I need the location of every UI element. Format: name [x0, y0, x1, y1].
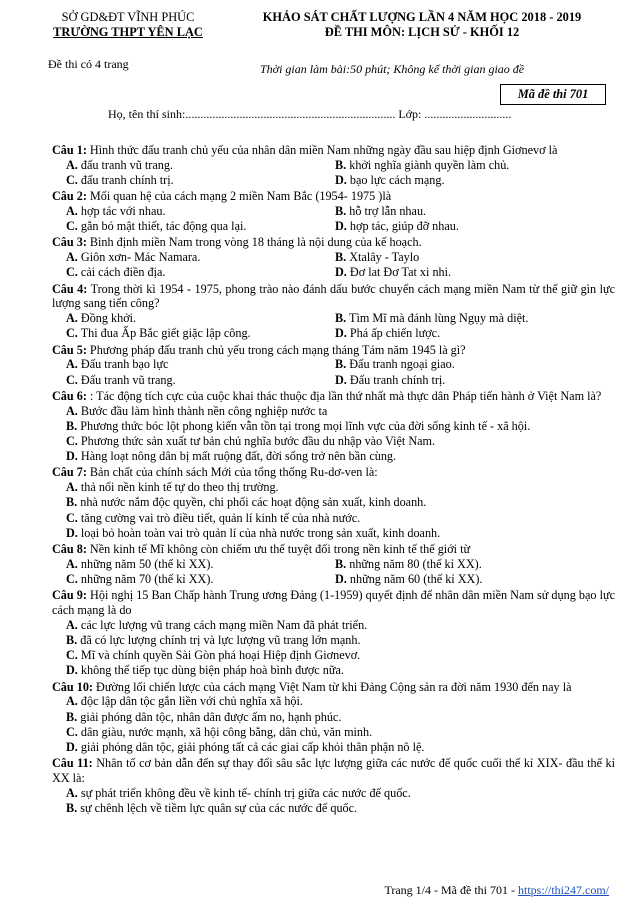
answer-option: [335, 373, 629, 388]
footer-link[interactable]: https://thi247.com/: [517, 883, 609, 897]
answer-option: [335, 311, 629, 326]
option-text: độc lập dân tộc gắn liền với chủ nghĩa xã hội.: [80, 694, 303, 709]
answer-option: [66, 786, 615, 801]
answer-option: [66, 557, 335, 572]
option-text: những năm 50 (thế kỉ XX).: [80, 556, 214, 571]
answer-option: [66, 173, 335, 188]
question: [52, 465, 615, 541]
option-letter: C.: [66, 372, 78, 387]
question-stem: [52, 756, 615, 786]
option-text: không thể tiếp tục dùng biện pháp hoà bình được nữa.: [80, 663, 344, 678]
option-letter: B.: [66, 633, 78, 648]
student-info-line: Họ, tên thí sinh:...................................................................... Lớp: .............................: [108, 107, 512, 121]
option-text: hợp tác với nhau.: [80, 204, 166, 218]
answer-options: [52, 480, 615, 541]
option-letter: A.: [66, 204, 78, 218]
option-text: tăng cường vai trò điều tiết, quản lí kinh tế của nhà nước.: [80, 510, 361, 525]
question-list: [52, 143, 615, 817]
question-number: Câu 1:: [52, 143, 87, 157]
answer-option: [335, 250, 629, 265]
answer-option: [66, 511, 615, 526]
option-text: cải cách điền địa.: [80, 265, 166, 280]
question-text: Nhân tố cơ bản dẫn đến sự thay đổi sâu sắc lực lượng giữa các nước đế quốc cuối thế kỉ XIX- đầu thế kỉ XX là:: [52, 756, 615, 786]
option-letter: A.: [66, 250, 78, 265]
answer-option: [335, 265, 629, 280]
answer-option: [66, 449, 615, 464]
question-text: Trong thời kì 1954 - 1975, phong trào nào đánh dấu bước chuyển cách mạng miền Nam từ thế giữ gìn lực lượng sang tiến công?: [52, 281, 616, 311]
answer-option: [66, 648, 615, 663]
option-text: Tìm Mĩ mà đánh lùng Ngụy mà diệt.: [349, 311, 529, 326]
answer-option: [66, 663, 615, 678]
question: [52, 343, 615, 388]
option-text: Xtalây - Taylo: [349, 250, 420, 265]
option-text: những năm 70 (thế kỉ XX).: [80, 572, 214, 587]
question: [52, 282, 615, 342]
option-text: Đơ lat Đơ Tat xi nhi.: [349, 265, 452, 280]
answer-option: [66, 219, 335, 234]
option-letter: C.: [66, 648, 78, 663]
header-left: [28, 10, 228, 40]
option-letter: B.: [335, 250, 347, 265]
option-letter: B.: [335, 311, 347, 326]
question-number: Câu 5:: [52, 342, 87, 357]
page-count-note: Đề thi có 4 trang: [48, 57, 129, 71]
option-text: Phương thức bóc lột phong kiến vẫn tồn tại trong mọi lĩnh vực của đời sống kinh tế - xã hội.: [80, 418, 531, 433]
answer-options: [52, 311, 615, 341]
question-text: : Tác động tích cực của cuộc khai thác thuộc địa lần thứ nhất mà thực dân Pháp tiến hành ở Việt Nam là?: [89, 388, 602, 403]
question-stem: [52, 282, 615, 312]
option-letter: D.: [66, 525, 78, 540]
option-text: Phá ấp chiến lược.: [349, 326, 441, 341]
answer-option: [335, 572, 629, 587]
answer-option: [66, 480, 615, 495]
option-text: Đấu tranh bạo lực: [80, 357, 169, 372]
answer-option: [66, 633, 615, 648]
option-text: Bước đầu làm hình thành nền công nghiệp nước ta: [80, 403, 328, 418]
question-number: Câu 2:: [52, 189, 87, 204]
option-letter: A.: [66, 480, 78, 495]
footer-text: Trang 1/4 - Mã đề thi 701 -: [384, 883, 518, 897]
answer-option: [66, 495, 615, 510]
option-letter: A.: [66, 617, 78, 632]
header-right: [232, 10, 612, 40]
option-text: Thi đua Ấp Bắc giết giặc lập công.: [80, 326, 251, 341]
option-letter: B.: [335, 204, 347, 218]
question-stem: [52, 143, 615, 158]
option-letter: B.: [66, 495, 78, 510]
option-letter: D.: [335, 372, 347, 387]
option-letter: C.: [66, 219, 78, 234]
question-text: Bản chất của chính sách Mới của tổng thống Ru-dơ-ven là:: [89, 465, 378, 480]
option-text: đấu tranh vũ trang.: [80, 157, 173, 172]
question-text: Đường lối chiến lược của cách mạng Việt Nam từ khi Đảng Cộng sản ra đời năm 1930 đến nay là: [96, 679, 572, 694]
question-text: Hình thức đấu tranh chủ yếu của nhân dân miền Nam những ngày đầu sau hiệp định Giơnevơ là: [89, 143, 558, 157]
time-info: Thời gian làm bài:50 phút; Không kể thời gian giao đề: [260, 62, 525, 76]
answer-option: [66, 158, 335, 173]
answer-option: [66, 250, 335, 265]
option-text: Hàng loạt nông dân bị mất ruộng đất, đời sống trở nên bần cùng.: [80, 449, 397, 464]
answer-option: [335, 557, 629, 572]
answer-option: [66, 740, 615, 755]
exam-title: KHẢO SÁT CHẤT LƯỢNG LẦN 4 NĂM HỌC 2018 - 2019: [262, 10, 582, 24]
answer-options: [52, 250, 615, 280]
question-text: Phương pháp đấu tranh chủ yếu trong cách mạng tháng Tám năm 1945 là gì?: [89, 342, 466, 357]
option-text: thả nổi nền kinh tế tự do theo thị trường.: [80, 480, 279, 495]
option-letter: C.: [66, 510, 78, 525]
option-letter: D.: [66, 449, 78, 464]
option-text: Phương thức sản xuất tư bản chủ nghĩa bước đầu du nhập vào Việt Nam.: [80, 434, 436, 449]
option-text: Đấu tranh vũ trang.: [80, 372, 176, 387]
option-letter: A.: [66, 785, 78, 800]
answer-options: [52, 694, 615, 755]
option-text: sự chênh lệch về tiềm lực quân sự của các nước đế quốc.: [80, 801, 358, 816]
answer-option: [66, 404, 615, 419]
option-letter: D.: [335, 572, 347, 587]
option-text: Mĩ và chính quyền Sài Gòn phá hoại Hiệp định Giơnevơ.: [80, 648, 361, 663]
answer-option: [66, 326, 335, 341]
option-letter: B.: [66, 801, 78, 816]
exam-code-box: Mã đề thi 701: [500, 84, 606, 105]
option-text: hợp tác, giúp đỡ nhau.: [349, 219, 459, 234]
option-letter: D.: [335, 265, 347, 280]
question-number: Câu 9:: [52, 588, 87, 603]
option-letter: D.: [335, 326, 347, 341]
option-text: giải phóng dân tộc, giải phóng tất cả các giai cấp khỏi thân phận nô lệ.: [80, 740, 425, 755]
answer-option: [66, 419, 615, 434]
answer-option: [66, 801, 615, 816]
school-name: TRƯỜNG THPT YÊN LẠC: [53, 25, 203, 39]
answer-option: [66, 311, 335, 326]
option-text: những năm 80 (thế kỉ XX).: [349, 556, 482, 571]
option-text: Đồng khởi.: [80, 311, 137, 326]
answer-option: [66, 725, 615, 740]
answer-option: [66, 373, 335, 388]
question-number: Câu 4:: [52, 281, 88, 296]
answer-option: [66, 434, 615, 449]
option-letter: C.: [66, 434, 78, 449]
option-letter: A.: [66, 556, 78, 571]
option-letter: C.: [66, 572, 78, 587]
option-letter: B.: [335, 556, 347, 571]
question-stem: [52, 343, 615, 358]
option-letter: C.: [66, 173, 78, 187]
option-letter: B.: [335, 157, 347, 172]
answer-options: [52, 618, 615, 679]
option-letter: A.: [66, 357, 78, 372]
option-letter: A.: [66, 694, 78, 709]
option-letter: B.: [335, 357, 347, 372]
answer-option: [66, 526, 615, 541]
question-number: Câu 11:: [52, 756, 93, 771]
question-number: Câu 8:: [52, 542, 87, 557]
question-number: Câu 6:: [52, 388, 87, 403]
option-text: loại bỏ hoàn toàn vai trò quản lí của nhà nước trong sản xuất, kinh doanh.: [80, 525, 441, 540]
option-text: nhà nước nắm độc quyền, chi phối các hoạt động sản xuất, kinh doanh.: [80, 495, 427, 510]
answer-options: [52, 357, 615, 387]
question-number: Câu 10:: [52, 679, 93, 694]
question: [52, 189, 615, 234]
option-text: sự phát triển không đều về kinh tế- chính trị giữa các nước đế quốc.: [80, 785, 411, 800]
answer-option: [335, 219, 629, 234]
option-letter: C.: [66, 265, 78, 280]
option-text: giải phóng dân tộc, nhân dân được ấm no, hạnh phúc.: [80, 709, 342, 724]
exam-subject: ĐỀ THI MÔN: LỊCH SỬ - KHỐI 12: [324, 25, 520, 39]
question-stem: [52, 389, 615, 404]
answer-option: [335, 357, 629, 372]
option-letter: C.: [66, 326, 78, 341]
option-letter: B.: [66, 709, 78, 724]
answer-option: [66, 357, 335, 372]
option-letter: B.: [66, 418, 78, 433]
question-text: Mối quan hệ của cách mạng 2 miền Nam Bắc (1954- 1975 )là: [89, 189, 392, 204]
question-stem: [52, 189, 615, 204]
option-text: hỗ trợ lẫn nhau.: [349, 204, 427, 218]
question-text: Hội nghị 15 Ban Chấp hành Trung ương Đảng (1-1959) quyết định để nhân dân miền Nam sử dụng bạo lực cách mạng là do: [52, 588, 616, 618]
answer-option: [66, 265, 335, 280]
answer-options: [52, 786, 615, 816]
answer-option: [66, 694, 615, 709]
question: [52, 680, 615, 756]
answer-option: [66, 618, 615, 633]
option-text: những năm 60 (thế kỉ XX).: [349, 572, 483, 587]
department-name: SỞ GD&ĐT VĨNH PHÚC: [61, 10, 195, 24]
answer-option: [66, 710, 615, 725]
page-footer: [384, 883, 609, 898]
option-letter: A.: [66, 311, 78, 326]
question: [52, 143, 615, 188]
option-text: bạo lực cách mạng.: [349, 173, 445, 187]
question: [52, 235, 615, 280]
answer-option: [335, 204, 629, 219]
question-stem: [52, 235, 615, 250]
question-number: Câu 3:: [52, 235, 87, 250]
answer-option: [335, 158, 629, 173]
option-letter: D.: [66, 663, 78, 678]
option-letter: D.: [335, 173, 347, 187]
option-text: Đấu tranh ngoại giao.: [349, 357, 455, 372]
question: [52, 389, 615, 465]
question-text: Nền kinh tế Mĩ không còn chiếm ưu thế tuyệt đối trong nền kinh tế thế giới từ: [89, 542, 471, 557]
answer-option: [335, 326, 629, 341]
question-stem: [52, 465, 615, 480]
question-number: Câu 7:: [52, 465, 87, 480]
option-text: đấu tranh chính trị.: [80, 173, 174, 187]
answer-options: [52, 158, 615, 188]
answer-option: [335, 173, 629, 188]
option-letter: A.: [66, 403, 78, 418]
answer-option: [66, 572, 335, 587]
option-text: Đấu tranh chính trị.: [349, 372, 446, 387]
answer-options: [52, 204, 615, 234]
question-stem: [52, 588, 615, 618]
question: [52, 756, 615, 816]
option-letter: A.: [66, 157, 78, 172]
question-stem: [52, 542, 615, 557]
question-text: Bình định miền Nam trong vòng 18 tháng là nội dung của kế hoạch.: [89, 235, 422, 250]
answer-option: [66, 204, 335, 219]
option-text: các lực lượng vũ trang cách mạng miền Nam đã phát triển.: [80, 617, 368, 632]
option-text: khởi nghĩa giành quyền làm chủ.: [349, 157, 510, 172]
question-stem: [52, 680, 615, 695]
option-letter: D.: [335, 219, 347, 234]
question: [52, 542, 615, 587]
answer-options: [52, 404, 615, 465]
option-letter: D.: [66, 740, 78, 755]
option-text: đã có lực lượng chính trị và lực lượng vũ trang lớn mạnh.: [80, 633, 361, 648]
answer-options: [52, 557, 615, 587]
option-letter: C.: [66, 724, 78, 739]
option-text: gắn bó mật thiết, tác động qua lại.: [80, 219, 247, 234]
option-text: dân giàu, nước mạnh, xã hội công bằng, dân chủ, văn minh.: [80, 724, 373, 739]
question: [52, 588, 615, 678]
option-text: Giôn xơn- Mác Namara.: [80, 250, 201, 265]
